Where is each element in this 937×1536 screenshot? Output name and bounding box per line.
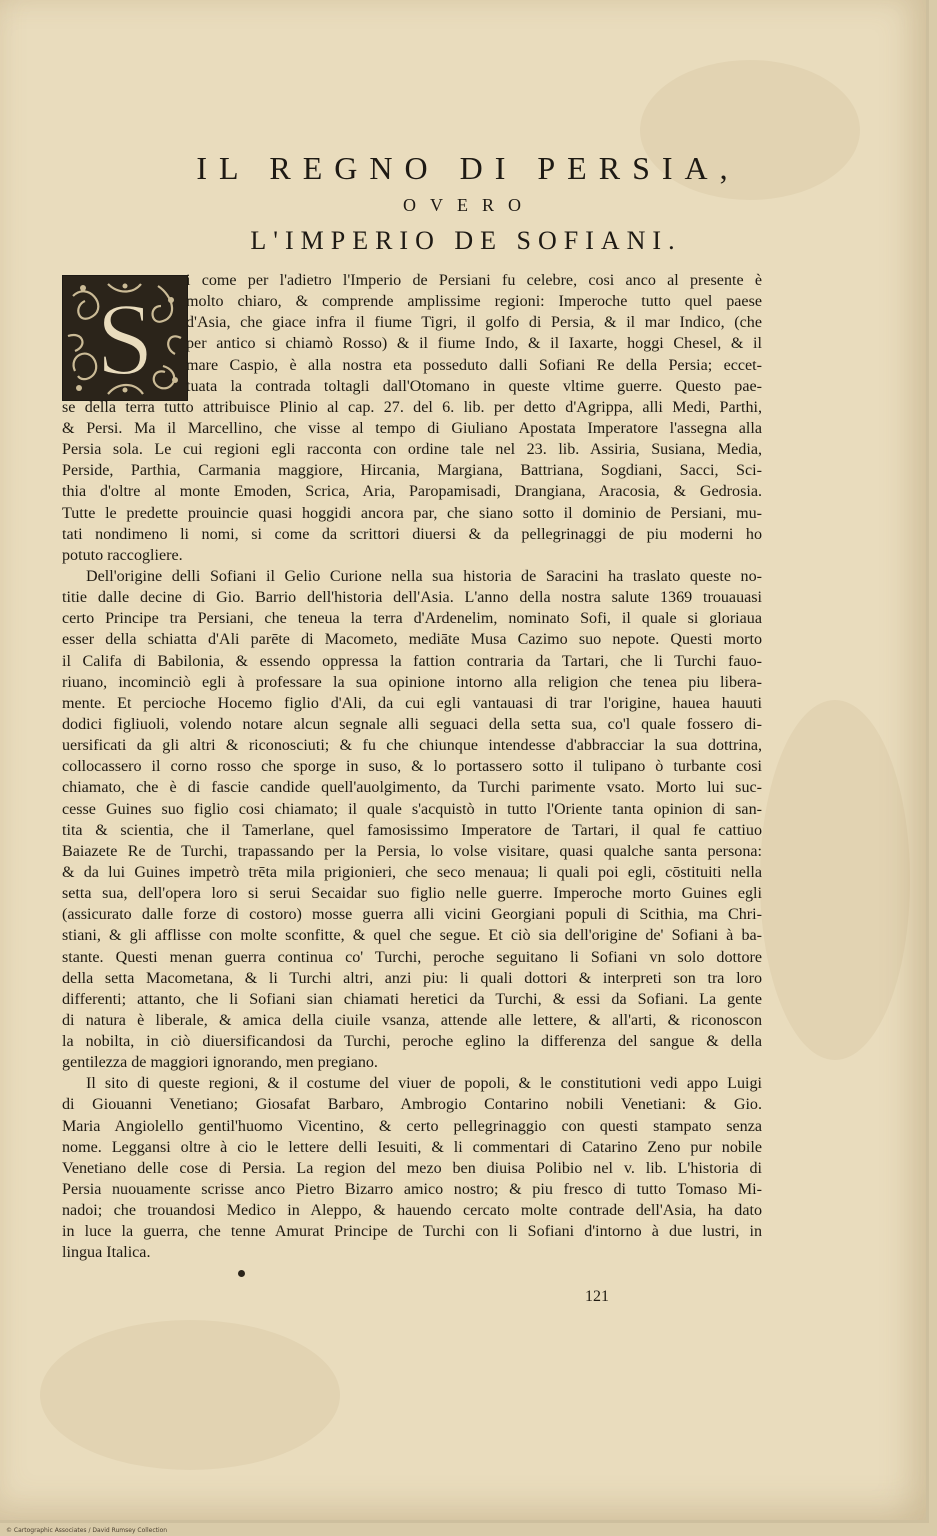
text-line: differenti; attanto, che li Sofiani sian chiamati heretici da Turchi, & essi da Sofiani. La gente [62, 990, 762, 1008]
text-line: della setta Macometana, & li Turchi altri, anzi piu: li quali dottori & interpreti son tra loro [62, 969, 762, 987]
text-line: nadoi; che trouandosi Medico in Aleppo, & hauendo cercato molte contrade dell'Asia, ha dato [62, 1202, 762, 1220]
text-line: Tutte le predette prouincie quasi hoggidi ancora par, che siano sotto il dominio de Persiani, mu- [62, 504, 762, 522]
text-line: riuano, incominciò egli à professare la sua opinione intorno alla religion che tenea piu libera- [62, 673, 762, 691]
title-line-3: L'IMPERIO DE SOFIANI. [250, 226, 682, 255]
text-line: cesse Guines suo figlio cosi chiamato; il quale s'acquistò in tutto l'Oriente tanta opinion di san- [62, 800, 762, 818]
title-line-1: IL REGNO DI PERSIA, [196, 150, 740, 186]
text-line: chiamato, che è di fascie candide quell'auolgimento, da Turchi parimente vsato. Morto lui suc- [62, 779, 762, 797]
text-line: i come per l'adietro l'Imperio de Persiani fu celebre, cosi anco al presente è [186, 272, 762, 289]
text-line: collocassero il corno rosso che sporge in suso, & lo portassero sotto il tulipano ò turbante cosi [62, 758, 762, 776]
text-line: d'Asia, che giace infra il fiume Tigri, il golfo di Persia, & il mar Indico, (che [186, 314, 762, 332]
text-line: Perside, Parthia, Carmania maggiore, Hircania, Margiana, Battriana, Sogdiani, Sacci, Sci- [62, 462, 762, 480]
svg-text:S: S [96, 282, 154, 397]
text-line: stante. Questi menan guerra continua co' Turchi, peroche seguitano li Sofiani vn solo dottore [62, 948, 762, 966]
text-line: gentilezza de maggiori ignorando, men pregiano. [62, 1054, 378, 1072]
body-text [62, 270, 762, 1264]
text-line: Persia nuouamente scrisse anco Pietro Bizarro amico nostro; & piu fresco di tutto Tomaso Mi- [62, 1181, 762, 1199]
text-line: titie dalle decine di Gio. Barrio dell'historia dell'Asia. L'anno della nostra salute 1369 trouauasi [62, 589, 762, 607]
text-line: nome. Leggansi oltre à cio le lettere delli Iesuiti, & li commentari di Catarino Zeno pur nobile [62, 1138, 762, 1156]
text-line: lingua Italica. [62, 1244, 151, 1262]
text-line: & da lui Guines impetrò trēta mila prigionieri, che seco menaua; li quali poi egli, cōstituiti nella [62, 863, 762, 881]
title-line-2: OVERO [403, 195, 535, 215]
text-line: setta sua, dell'opera loro si serui Secaidar suo figlio nelle guerre. Imperoche morto Guines egli [62, 885, 762, 903]
paper-stain [40, 1320, 340, 1470]
text-line: in luce la guerra, che tenne Amurat Principe de Turchi con li Sofiani d'intorno à due lustri, in [62, 1223, 762, 1241]
ink-blot [238, 1270, 245, 1277]
text-line: dodici figliuoli, volendo notare alcun segnale alli seguaci della setta sua, co'l quale fossero di- [62, 715, 762, 733]
text-line: certo Principe tra Persiani, che teneua la terra d'Ardenelim, nominato Sofi, il quale si gloriaua [62, 610, 762, 628]
text-line: tuata la contrada toltagli dall'Otomano in queste vltime guerre. Questo pae- [186, 377, 762, 395]
text-line: mente. Et percioche Hocemo figlio d'Ali, da cui egli vantauasi di trar l'origine, hauea hauuti [62, 694, 762, 712]
text-line: uersificati da gli altri & riconosciuti; & fu che chiunque intendesse d'abbracciar la sua dottrina, [62, 737, 762, 755]
text-line: se della terra tutto attribuisce Plinio al cap. 27. del 6. lib. per detto d'Agrippa, alli Medi, Parthi, [62, 398, 762, 416]
text-line: per antico si chiamò Rosso) & il fiume Indo, & il Iaxarte, hoggi Chesel, & il [186, 335, 762, 353]
text-line: molto chiaro, & comprende amplissime regioni: Imperoche tutto quel paese [186, 293, 762, 311]
text-line: Maria Angiolello gentil'huomo Vicentino, & certo pellegrinaggio con questi stampato senza [62, 1117, 762, 1135]
text-line: il Califa di Babilonia, & essendo oppressa la fattion contraria da Tartari, che li Turchi fauo- [62, 652, 762, 670]
text-line: & Persi. Ma il Marcellino, che visse al tempo di Giuliano Apostata Imperatore l'assegna alla [62, 419, 762, 437]
text-line: di natura è liberale, & amica della ciuile vsanza, attende alle lettere, & all'arti, & riconoscon [62, 1011, 762, 1029]
text-line: Il sito di queste regioni, & il costume del viuer de popoli, & le constitutioni vedi appo Luigi [86, 1075, 762, 1093]
text-line: (assicurato dalle forze di costoro) mosse guerra alli vicini Georgiani populi di Scithia, ma Chri- [62, 906, 762, 924]
text-line: thia d'oltre al monte Emoden, Scrica, Aria, Paropamisadi, Drangiana, Aracosia, & Gedrosia. [62, 483, 762, 501]
text-line: mare Caspio, è alla nostra eta posseduto dalli Sofiani Re della Persia; eccet- [186, 356, 762, 374]
text-line: Persia sola. Le cui regioni egli racconta con ordine tale nel 23. lib. Assiria, Susiana, Media, [62, 441, 762, 459]
text-line: tita & scientia, che il Tamerlane, quel famosissimo Imperatore de Tartari, il qual fe cattiuo [62, 821, 762, 839]
page-number: 121 [585, 1288, 609, 1305]
text-line: esser della schiatta d'Ali parēte di Macometo, mediāte Musa Cazimo suo nepote. Questi morto [62, 631, 762, 649]
text-line: la nobilta, in ciò diuersificandosi da Turchi, peroche eglino la differenza del sangue & della [62, 1033, 762, 1051]
text-line: potuto raccogliere. [62, 546, 183, 564]
text-line: Baiazete Re de Turchi, trapassando per la Persia, lo volse visitare, quasi qualche santa persona: [62, 842, 762, 860]
text-line: Dell'origine delli Sofiani il Gelio Curione nella sua historia de Saracini ha traslato queste no- [86, 567, 762, 585]
collection-footer: © Cartographic Associates / David Rumsey Collection [6, 1527, 168, 1534]
text-line: stiani, & gli afflisse con molte sconfitte, & quel che segue. Et ciò sia dell'origine de' Sofiani à ba- [62, 927, 762, 945]
text-line: di Giouanni Venetiano; Giosafat Barbaro, Ambrogio Contarino nobili Venetiani: & Gio. [62, 1096, 762, 1114]
text-line: Venetiano delle cose di Persia. La region del mezo ben diuisa Polibio nel v. lib. L'historia di [62, 1159, 762, 1177]
text-line: tati nondimeno li nomi, si come da scrittori diuersi & da pellegrinaggi de piu moderni ho [62, 525, 762, 543]
paper-stain [760, 700, 910, 1060]
